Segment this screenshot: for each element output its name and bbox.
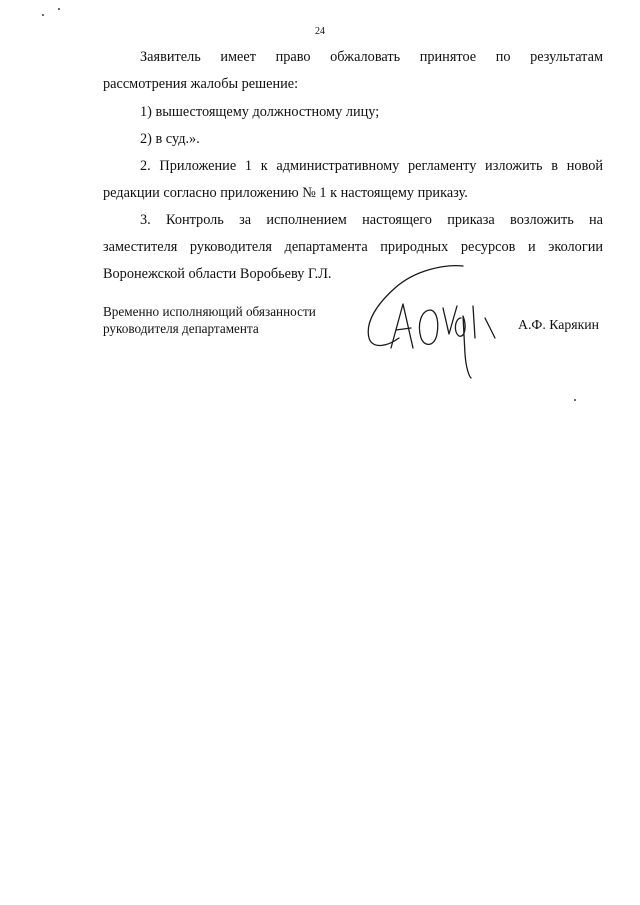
- paragraph-line: редакции согласно приложению № 1 к настоящему приказу.: [103, 185, 468, 201]
- paragraph-line: заместителя руководителя департамента природных ресурсов и экологии: [103, 239, 603, 255]
- paragraph-line: 3. Контроль за исполнением настоящего приказа возложить на: [140, 212, 603, 228]
- scan-speck: [574, 399, 576, 401]
- paragraph-line: 2. Приложение 1 к административному регламенту изложить в новой: [140, 158, 603, 174]
- signatory-position: Временно исполняющий обязанности: [103, 304, 316, 319]
- paragraph-line: Заявитель имеет право обжаловать принятое по результатам: [140, 49, 603, 65]
- list-item: 2) в суд.».: [140, 131, 200, 147]
- paragraph-line: Воронежской области Воробьеву Г.Л.: [103, 266, 332, 282]
- scan-speck: [42, 14, 44, 16]
- scan-speck: [58, 8, 60, 10]
- signatory-position: руководителя департамента: [103, 321, 259, 336]
- list-item: 1) вышестоящему должностному лицу;: [140, 104, 380, 120]
- page-number: 24: [315, 26, 325, 37]
- paragraph-line: рассмотрения жалобы решение:: [103, 76, 299, 92]
- signatory-name: А.Ф. Карякин: [518, 317, 600, 332]
- handwritten-signature: [355, 258, 505, 383]
